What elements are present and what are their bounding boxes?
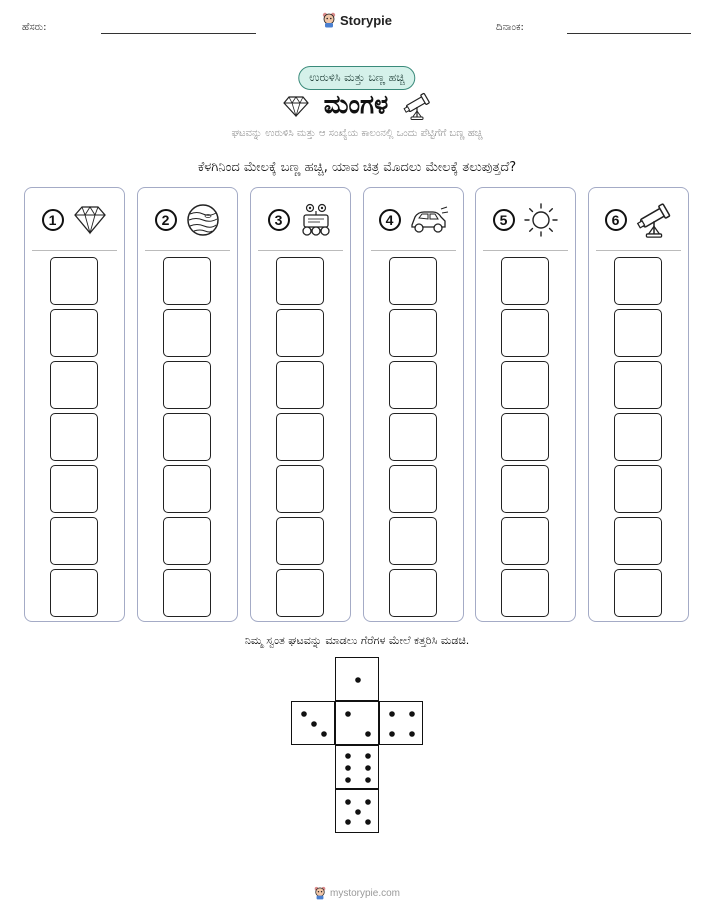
column-divider [596, 250, 681, 251]
color-box[interactable] [50, 569, 98, 617]
column-number: 6 [605, 209, 627, 231]
color-box[interactable] [163, 517, 211, 565]
color-box[interactable] [389, 257, 437, 305]
telescope-icon [402, 91, 432, 121]
color-box[interactable] [501, 257, 549, 305]
storypie-mascot-icon [314, 886, 326, 900]
color-box[interactable] [276, 361, 324, 409]
die-face-5 [335, 789, 379, 833]
color-box[interactable] [50, 517, 98, 565]
sun-icon [523, 202, 559, 238]
color-box[interactable] [276, 517, 324, 565]
color-box[interactable] [614, 257, 662, 305]
storypie-mascot-icon [322, 12, 336, 28]
footer-url[interactable]: mystorypie.com [329, 887, 400, 899]
color-box[interactable] [501, 517, 549, 565]
color-box[interactable] [614, 361, 662, 409]
color-box[interactable] [163, 361, 211, 409]
color-box[interactable] [50, 361, 98, 409]
color-box[interactable] [163, 569, 211, 617]
column-5 [475, 187, 576, 622]
color-box[interactable] [389, 413, 437, 461]
column-4 [363, 187, 464, 622]
column-divider [145, 250, 230, 251]
color-box[interactable] [614, 413, 662, 461]
color-box[interactable] [389, 465, 437, 513]
column-6 [588, 187, 689, 622]
color-box[interactable] [163, 257, 211, 305]
column-divider [371, 250, 456, 251]
color-box[interactable] [50, 465, 98, 513]
color-box[interactable] [276, 413, 324, 461]
column-number: 3 [268, 209, 290, 231]
column-number: 4 [379, 209, 401, 231]
footer [0, 886, 714, 900]
color-box[interactable] [501, 361, 549, 409]
instruction-text: ಘಟವನ್ನು ಉರುಳಿಸಿ ಮತ್ತು ಆ ಸಂಖ್ಯೆಯ ಕಾಲಂನಲ್ಲಿ ಒಂದು ಪೆಟ್ಟಿಗೆಗೆ ಬಣ್ಣ ಹಚ್ಚಿ [231, 128, 483, 139]
die-face-6 [335, 745, 379, 789]
color-box[interactable] [389, 309, 437, 357]
color-box[interactable] [50, 309, 98, 357]
column-header [589, 200, 688, 240]
color-box[interactable] [501, 465, 549, 513]
color-box[interactable] [389, 517, 437, 565]
column-header [138, 200, 237, 240]
rover-icon [298, 202, 334, 238]
brand-name: Storypie [339, 12, 392, 28]
column-number: 5 [493, 209, 515, 231]
brand-logo [0, 12, 714, 28]
color-box[interactable] [163, 413, 211, 461]
color-box[interactable] [389, 361, 437, 409]
column-divider [483, 250, 568, 251]
name-label: ಹೆಸರು: [22, 22, 47, 33]
column-2 [137, 187, 238, 622]
color-box[interactable] [614, 309, 662, 357]
title-row [0, 90, 714, 121]
column-header [251, 200, 350, 240]
color-box[interactable] [50, 257, 98, 305]
color-box[interactable] [614, 569, 662, 617]
color-box[interactable] [50, 413, 98, 461]
die-face-1 [335, 657, 379, 701]
question-text: ಕೆಳಗಿನಿಂದ ಮೇಲಕ್ಕೆ ಬಣ್ಣ ಹಚ್ಚಿ, ಯಾವ ಚಿತ್ರ ಮೊದಲು ಮೇಲಕ್ಕೆ ತಲುಪುತ್ತದೆ? [197, 160, 517, 175]
die-face-3 [291, 701, 335, 745]
die-face-4 [379, 701, 423, 745]
diamond-icon [282, 95, 310, 117]
column-number: 2 [155, 209, 177, 231]
color-box[interactable] [276, 569, 324, 617]
color-box[interactable] [276, 257, 324, 305]
column-3 [250, 187, 351, 622]
color-box[interactable] [501, 413, 549, 461]
date-line[interactable] [567, 33, 691, 34]
column-divider [32, 250, 117, 251]
column-divider [258, 250, 343, 251]
color-box[interactable] [389, 569, 437, 617]
color-box[interactable] [614, 465, 662, 513]
die-face-2 [335, 701, 379, 745]
column-1 [24, 187, 125, 622]
color-box[interactable] [276, 309, 324, 357]
diamond-icon [72, 205, 108, 235]
color-box[interactable] [163, 465, 211, 513]
color-box[interactable] [501, 309, 549, 357]
column-header [476, 200, 575, 240]
date-label: ದಿನಾಂಕ: [496, 22, 524, 33]
color-box[interactable] [163, 309, 211, 357]
name-line[interactable] [101, 33, 256, 34]
color-box[interactable] [614, 517, 662, 565]
color-box[interactable] [276, 465, 324, 513]
column-header [364, 200, 463, 240]
page-title: ಮಂಗಳ [323, 90, 389, 120]
color-box[interactable] [501, 569, 549, 617]
telescope-icon [635, 201, 673, 239]
car-icon [409, 205, 449, 235]
planet-icon [185, 202, 221, 238]
cut-instruction: ನಿಮ್ಮ ಸ್ವಂತ ಘಟವನ್ನು ಮಾಡಲು ಗೆರೆಗಳ ಮೇಲೆ ಕತ್ತರಿಸಿ ಮಡಚಿ. [244, 634, 470, 647]
activity-tag: ಉರುಳಿಸಿ ಮತ್ತು ಬಣ್ಣ ಹಚ್ಚಿ [298, 66, 415, 90]
column-number: 1 [42, 209, 64, 231]
column-header [25, 200, 124, 240]
